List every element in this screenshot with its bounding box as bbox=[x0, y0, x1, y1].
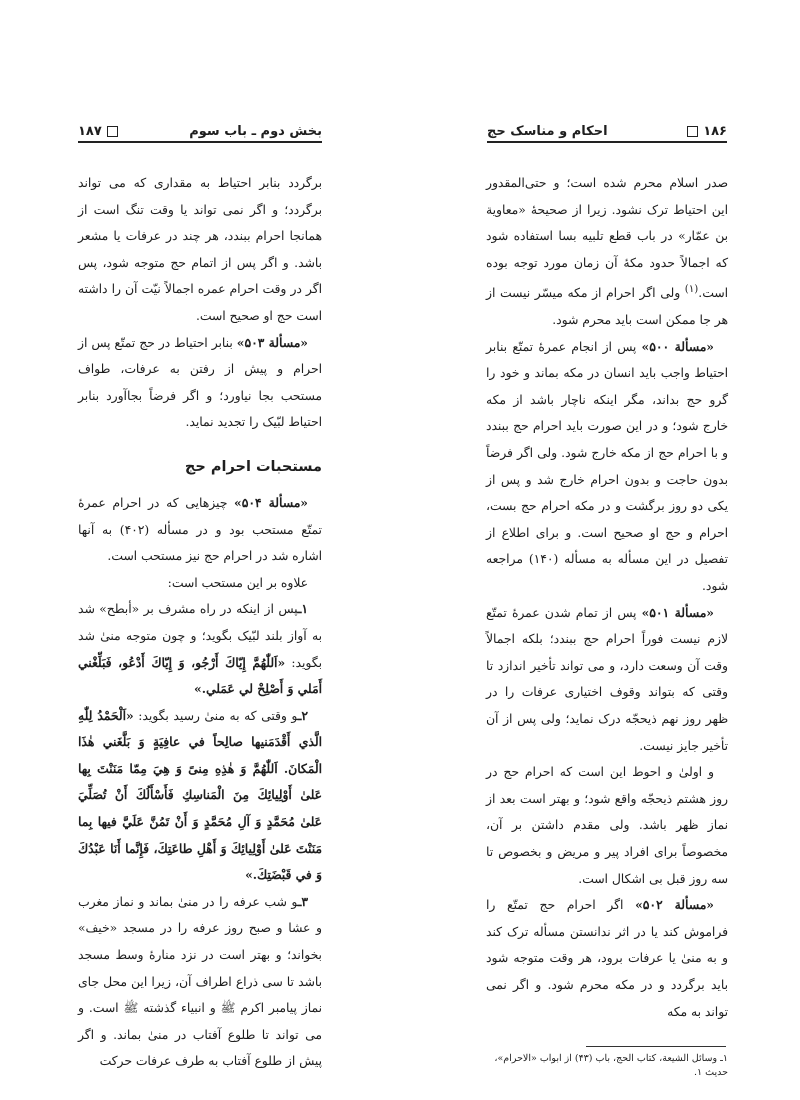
list-item-1 bbox=[78, 596, 322, 702]
page-186 bbox=[400, 0, 800, 1100]
paragraph bbox=[486, 170, 728, 334]
page-number-text: ۱۸۷ bbox=[78, 124, 102, 139]
masale-label: «مسألة ۵۰۳» bbox=[236, 334, 308, 350]
masale-label: «مسألة ۵۰۰» bbox=[641, 338, 714, 354]
masale-text: بنابر احتیاط در حج تمتّع پس از احرام و پیش از رفتن به عرفات، طواف مستحب بجا نیاورد؛ و اگر فرضاً بجاآورد بنابر احتیاط لبّیک را تجدید نماید. bbox=[78, 335, 322, 430]
list-text: پس از اینکه در راه مشرف بر «أبطح» شد به آواز بلند لبّیک بگوید؛ و چون متوجه منیٰ شد بگوید: bbox=[78, 602, 322, 670]
dua-text: «اَللّٰهُمَّ إِيّاكَ أَرْجُو، وَ إِيّاكَ أَدْعُو، فَبَلِّغْني أَمَلي وَ أَصْلِحْ لي عَمَلي.» bbox=[78, 654, 322, 697]
masale-text: اگر احرام حج تمتّع را فراموش کند یا در اثر ندانستن مسأله ترک کند و به منیٰ یا عرفات برود، هر وقت متوجه شود باید برگردد و در مکه محرم شود. و اگر نمی تواند به مکه bbox=[486, 898, 728, 1019]
page-number bbox=[687, 124, 727, 139]
page-body bbox=[78, 170, 322, 1075]
page-number-text: ۱۸۶ bbox=[703, 124, 727, 139]
masale-500 bbox=[486, 334, 728, 600]
square-ornament-icon bbox=[107, 126, 118, 137]
running-header bbox=[78, 117, 322, 143]
paragraph-text: ولی اگر احرام از مکه میسّر نیست از هر جا ممکن است باید محرم شود. bbox=[486, 286, 728, 328]
list-text: و شب عرفه را در منیٰ بماند و نماز مغرب و عشا و صبح روز عرفه را در مسجد «خیف» بخواند؛ و بهتر است در نزد منارهٔ وسط مسجد باشد تا سی ذراع اطراف آن، زیرا این محل جای نماز پیامبر اکرم ﷺ و انبیاء گذشته ﷺ است. و می تواند تا طلوع آفتاب در منیٰ بماند. و اگر پیش از طلوع آفتاب به طرف عرفات حرکت bbox=[78, 894, 322, 1069]
footnote-ref: (۱) bbox=[684, 283, 699, 296]
masale-text: چیزهایی که در احرام عمرهٔ تمتّع مستحب بود و در مسأله (۴۰۲) به آنها اشاره شد در احرام حج نیز مستحب است. bbox=[78, 495, 322, 564]
list-number: ۳ـ bbox=[297, 893, 308, 909]
list-text: و وقتی که به منیٰ رسید بگوید: bbox=[133, 708, 298, 723]
page-body bbox=[486, 170, 728, 1025]
header-section-title: بخش دوم ـ باب سوم bbox=[189, 124, 322, 139]
masale-504 bbox=[78, 490, 322, 570]
masale-503 bbox=[78, 330, 322, 436]
list-number: ۲ـ bbox=[297, 707, 308, 723]
paragraph-text: صدر اسلام محرم شده است؛ و حتی‌المقدور این احتیاط ترک نشود. زیرا از صحیحهٔ «معاویة بن عمّار» در باب قطع تلبیه بسا استفاده شود که اجمالاً حدود مکهٔ آن زمان مورد توجه بوده است. bbox=[486, 176, 728, 301]
masale-label: «مسألة ۵۰۲» bbox=[635, 897, 714, 913]
page-number bbox=[78, 124, 118, 139]
masale-label: «مسألة ۵۰۱» bbox=[641, 604, 714, 620]
list-item-2 bbox=[78, 703, 322, 889]
list-item-3 bbox=[78, 889, 322, 1075]
masale-label: «مسألة ۵۰۴» bbox=[234, 494, 308, 510]
masale-text: پس از تمام شدن عمرهٔ تمتّع لازم نیست فوراً احرام حج ببندد؛ بلکه اجمالاً وقت آن وسعت دارد، و می تواند تأخیر اندازد تا وقتی که بتواند وقوف اختیاری عرفات را در ظهر روز نهم ذیحجّه درک نماید؛ ولی پس از آن تأخیر جایز نیست. bbox=[486, 605, 728, 753]
running-header bbox=[487, 117, 727, 143]
masale-text: پس از انجام عمرهٔ تمتّع بنابر احتیاط واجب باید انسان در مکه بماند و خود را گرو حج بداند، مگر اینکه ناچار باشد از مکه خارج شود؛ و در این صورت باید احرام حج ببندد و با احرام حج از مکه خارج شود. ولی اگر فرضاً بدون حاجت و بدون احرام خارج شد و پس از یکی دو روز برگشت و در مکه احرام حج بست، احرام و حج او صحیح است. و برای اطلاع از تفصیل در این مسأله به مسأله (۱۴۰) مراجعه شود. bbox=[486, 339, 729, 593]
footnote: ۱ـ وسائل الشیعة، کتاب الحج، باب (۴۳) از ابواب «الاحرام»، حدیث ۱. bbox=[494, 1053, 728, 1078]
masale-502 bbox=[486, 892, 728, 1025]
dua-text: «اَلْحَمْدُ لِلّٰهِ الَّذي أَقْدَمَنيها صالِحاً في عافِيَةٍ وَ بَلَّغَني هٰذَا الْمَكانَ. اَللّٰهُمَّ وَ هٰذِهِ مِنىً وَ هِيَ مِمّا مَنَنْتَ بِها عَلىٰ أَوْلِيائِكَ مِنَ الْمَناسِكِ فَأَسْأَلُكَ أَنْ تُصَلِّيَ عَلىٰ مُحَمَّدٍ وَ آلِ مُحَمَّدٍ وَ أَنْ تَمُنَّ عَلَيَّ فيها بِما مَنَنْتَ عَلىٰ أَوْلِيائِكَ وَ أَهْلِ طاعَتِكَ، فَإِنَّما أَنَا عَبْدُكَ وَ في قَبْضَتِكَ.» bbox=[78, 707, 322, 883]
masale-501 bbox=[486, 600, 728, 760]
paragraph: برگردد بنابر احتیاط به مقداری که می تواند برگردد؛ و اگر نمی تواند یا وقت تنگ است از همانجا احرام ببندد، هر چند در عرفات یا مشعر باشد. و اگر پس از اتمام حج متوجه شود، پس اگر در وقت احرام عمره اجمالاً نیّت آن را داشته است حج او صحیح است. bbox=[78, 176, 322, 323]
footnote-divider bbox=[586, 1046, 726, 1047]
square-ornament-icon bbox=[687, 126, 698, 137]
header-section-title: احکام و مناسک حج bbox=[487, 124, 608, 139]
paragraph: علاوه بر این مستحب است: bbox=[167, 575, 308, 590]
section-heading: مستحبات احرام حج bbox=[184, 458, 322, 475]
list-number: ۱ـ bbox=[297, 601, 308, 617]
paragraph: و اولیٰ و احوط این است که احرام حج در روز هشتم ذیحجّه واقع شود؛ و بهتر است بعد از نماز ظهر باشد. ولی مقدم داشتن بر آن، مخصوصاً برای افراد پیر و مریض و بخصوص تا سه روز قبل بی اشکال است. bbox=[486, 765, 728, 886]
